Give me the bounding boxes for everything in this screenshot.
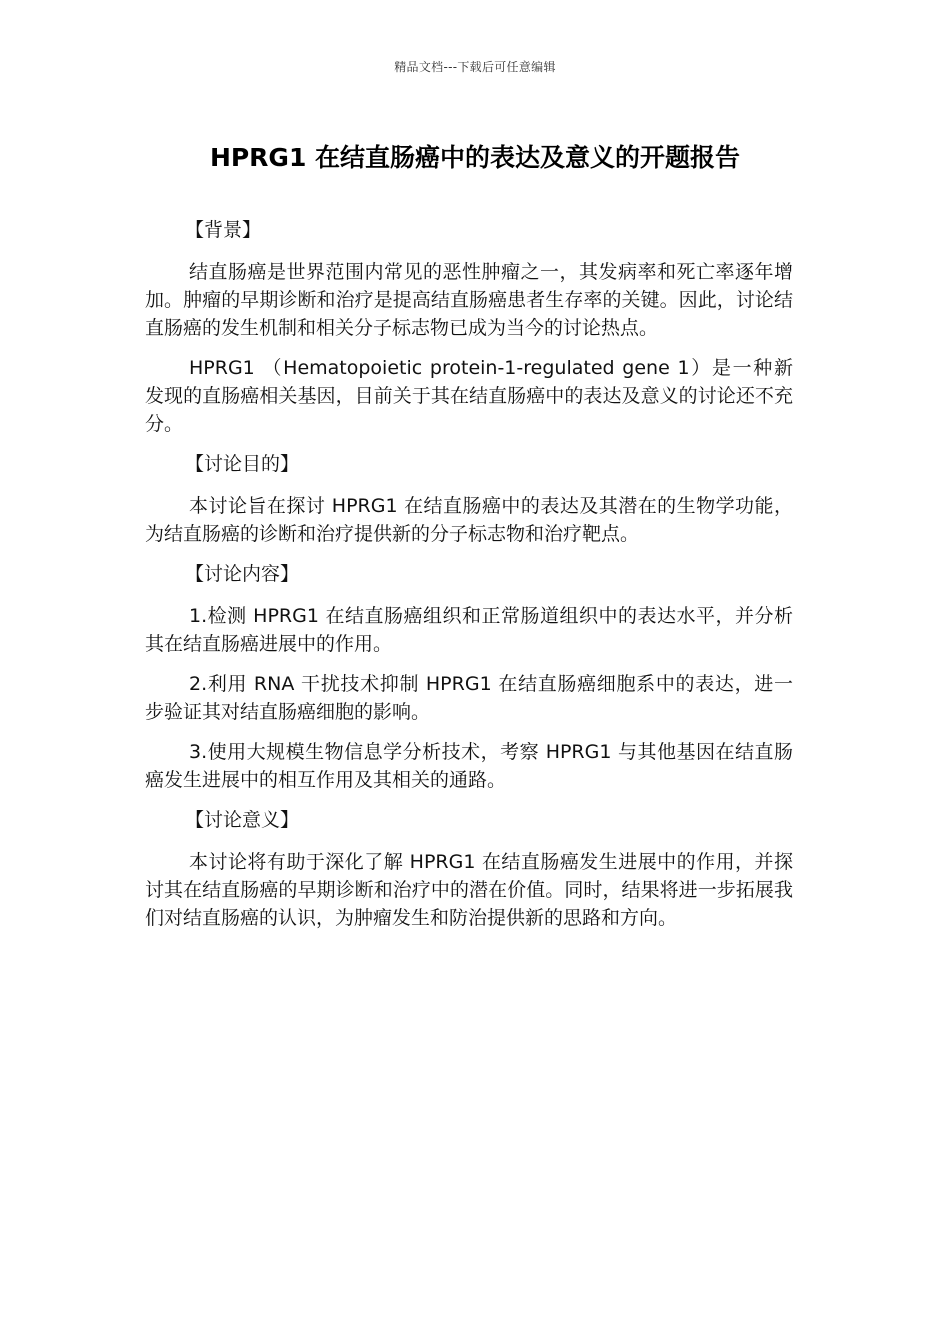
significance-heading: 【讨论意义】 bbox=[185, 809, 300, 831]
content-item-1: 1.检测 HPRG1 在结直肠癌组织和正常肠道组织中的表达水平，并分析其在结直肠癌进展中的作用。 bbox=[145, 605, 793, 655]
document-title: HPRG1 在结直肠癌中的表达及意义的开题报告 bbox=[209, 143, 741, 172]
content-item-3: 3.使用大规模生物信息学分析技术，考察 HPRG1 与其他基因在结直肠癌发生进展中的相互作用及其相关的通路。 bbox=[145, 741, 793, 791]
significance-paragraph: 本讨论将有助于深化了解 HPRG1 在结直肠癌发生进展中的作用，并探讨其在结直肠癌的早期诊断和治疗中的潜在价值。同时，结果将进一步拓展我们对结直肠癌的认识，为肿瘤发生和防治提供新的思路和方向。 bbox=[145, 851, 793, 929]
purpose-paragraph: 本讨论旨在探讨 HPRG1 在结直肠癌中的表达及其潜在的生物学功能，为结直肠癌的诊断和治疗提供新的分子标志物和治疗靶点。 bbox=[145, 495, 793, 545]
background-paragraph-2: HPRG1 （Hematopoietic protein-1-regulated gene 1）是一种新发现的直肠癌相关基因，目前关于其在结直肠癌中的表达及意义的讨论还不充分。 bbox=[145, 357, 793, 435]
purpose-heading: 【讨论目的】 bbox=[185, 453, 300, 475]
page-header: 精品文档---下载后可任意编辑 bbox=[394, 60, 556, 74]
background-paragraph-1: 结直肠癌是世界范围内常见的恶性肿瘤之一，其发病率和死亡率逐年增加。肿瘤的早期诊断和治疗是提高结直肠癌患者生存率的关键。因此，讨论结直肠癌的发生机制和相关分子标志物已成为当今的讨论热点。 bbox=[145, 261, 793, 339]
content-item-2: 2.利用 RNA 干扰技术抑制 HPRG1 在结直肠癌细胞系中的表达，进一步验证其对结直肠癌细胞的影响。 bbox=[145, 673, 793, 723]
background-heading: 【背景】 bbox=[185, 219, 262, 241]
content-heading: 【讨论内容】 bbox=[185, 563, 300, 585]
document-body bbox=[145, 216, 793, 944]
